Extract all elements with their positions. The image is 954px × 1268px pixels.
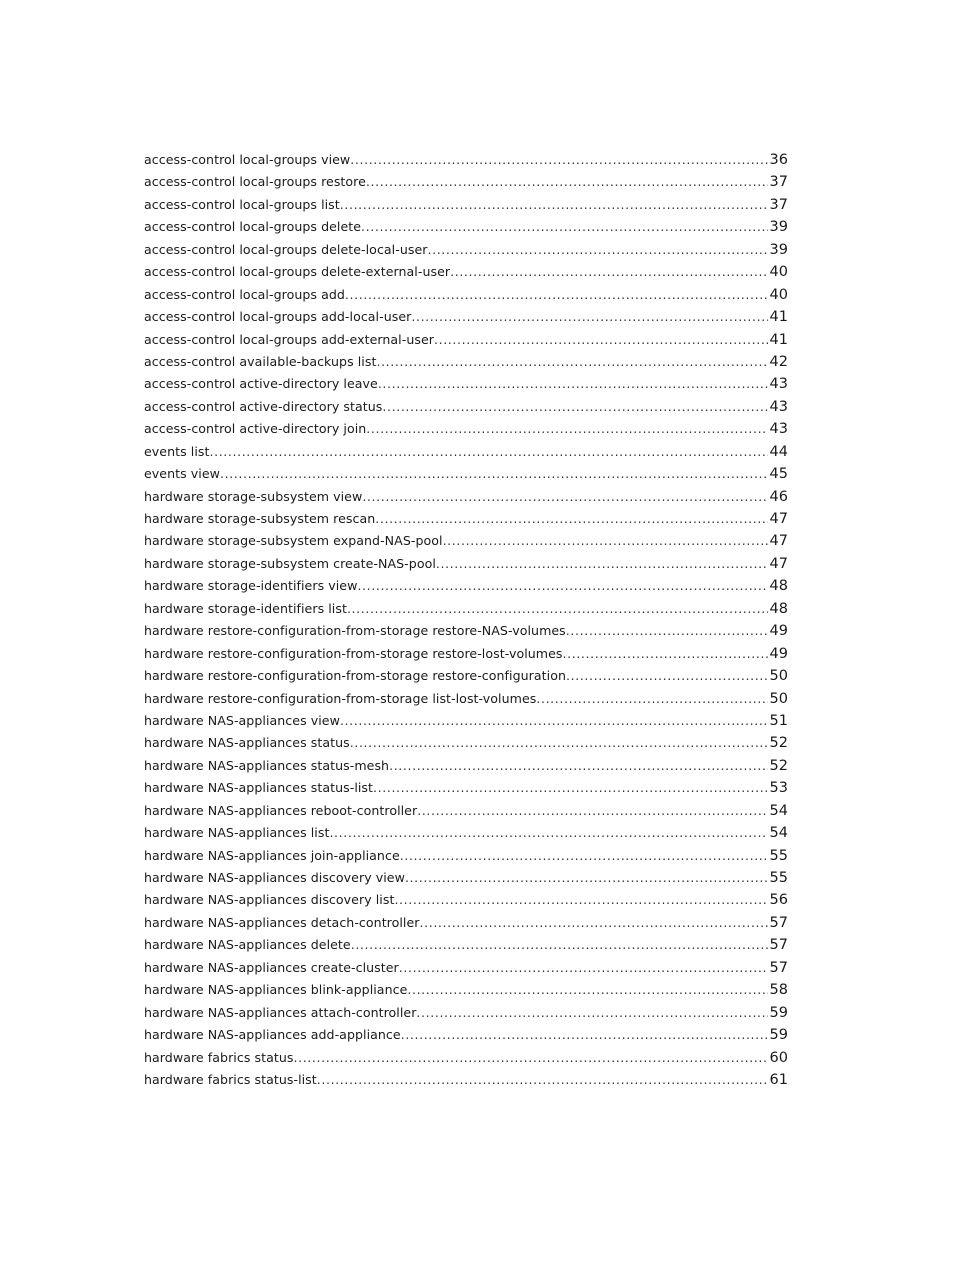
toc-entry[interactable]: [144, 800, 788, 822]
toc-entry[interactable]: [144, 979, 788, 1001]
dot-leader: [351, 934, 768, 956]
toc-entry-title[interactable]: events view: [144, 466, 220, 482]
dot-leader: [389, 755, 767, 777]
toc-entry-title[interactable]: hardware restore-configuration-from-storage list-lost-volumes: [144, 690, 537, 706]
toc-entry[interactable]: [144, 912, 788, 934]
toc-entry-title[interactable]: events list: [144, 443, 210, 459]
dot-leader: [345, 284, 768, 306]
dot-leader: [382, 396, 767, 418]
toc-entry[interactable]: [144, 957, 788, 979]
toc-entry-page-number[interactable]: 57: [769, 959, 788, 976]
toc-entry[interactable]: [144, 1047, 788, 1069]
toc-entry-title[interactable]: hardware NAS-appliances reboot-controller: [144, 802, 418, 818]
toc-entry[interactable]: [144, 306, 788, 328]
toc-entry-title[interactable]: hardware NAS-appliances discovery view: [144, 870, 405, 885]
dot-leader: [378, 373, 768, 395]
toc-entry-title[interactable]: access-control local-groups add-local-user: [144, 309, 412, 325]
toc-entry-page-number[interactable]: 44: [769, 443, 788, 460]
dot-leader: [420, 912, 768, 934]
toc-entry-page-number[interactable]: 47: [769, 511, 788, 527]
toc-entry[interactable]: [144, 777, 788, 799]
toc-entry-title[interactable]: hardware fabrics status: [144, 1049, 294, 1065]
toc-entry-title[interactable]: access-control local-groups view: [144, 152, 351, 167]
toc-entry-page-number[interactable]: 37: [769, 196, 788, 213]
toc-entry[interactable]: [144, 418, 788, 440]
toc-entry[interactable]: [144, 755, 788, 777]
dot-leader: [350, 149, 767, 171]
toc-entry-title[interactable]: hardware fabrics status-list: [144, 1071, 317, 1087]
toc-entry-title[interactable]: access-control local-groups add: [144, 286, 345, 302]
toc-entry-page-number[interactable]: 47: [769, 533, 788, 550]
toc-entry[interactable]: [144, 1002, 788, 1024]
toc-entry[interactable]: [144, 1024, 788, 1046]
toc-entry-title[interactable]: hardware storage-identifiers list: [144, 600, 347, 616]
toc-entry[interactable]: [144, 373, 788, 395]
toc-entry[interactable]: [144, 867, 788, 889]
toc-entry-page-number[interactable]: 52: [769, 735, 788, 752]
dot-leader: [450, 261, 767, 283]
toc-entry-title[interactable]: hardware NAS-appliances blink-appliance: [144, 982, 408, 998]
toc-entry[interactable]: [144, 845, 788, 867]
toc-entry-page-number[interactable]: 39: [769, 241, 788, 258]
toc-entry-page-number[interactable]: 61: [769, 1071, 788, 1088]
toc-entry[interactable]: [144, 1069, 788, 1091]
toc-entry-page-number[interactable]: 43: [769, 376, 788, 393]
toc-entry-title[interactable]: access-control active-directory status: [144, 398, 383, 414]
dot-leader: [416, 1002, 767, 1024]
toc-entry[interactable]: [144, 149, 788, 171]
toc-entry-page-number[interactable]: 50: [769, 690, 788, 707]
toc-entry[interactable]: [144, 284, 788, 306]
toc-entry-page-number[interactable]: 50: [769, 668, 788, 685]
toc-entry-title[interactable]: hardware storage-subsystem rescan: [144, 511, 376, 526]
toc-entry-title[interactable]: hardware restore-configuration-from-storage restore-configuration: [144, 668, 566, 684]
toc-entry[interactable]: [144, 710, 788, 732]
dot-leader: [434, 329, 768, 351]
dot-leader: [394, 889, 767, 911]
dot-leader: [428, 239, 768, 261]
dot-leader: [400, 845, 768, 867]
toc-entry[interactable]: [144, 261, 788, 283]
toc-entry[interactable]: [144, 889, 788, 911]
toc-entry-page-number[interactable]: 58: [769, 982, 788, 999]
toc-entry[interactable]: [144, 688, 788, 710]
toc-entry-page-number[interactable]: 59: [769, 1027, 788, 1044]
dot-leader: [317, 1069, 768, 1091]
toc-entry-page-number[interactable]: 59: [769, 1004, 788, 1021]
toc-entry[interactable]: [144, 620, 788, 642]
toc-entry-title[interactable]: access-control local-groups delete-external-user: [144, 264, 451, 280]
dot-leader: [293, 1047, 767, 1069]
toc-entry[interactable]: [144, 934, 788, 956]
toc-entry-title[interactable]: hardware NAS-appliances join-appliance: [144, 847, 400, 863]
toc-entry-page-number[interactable]: 55: [769, 847, 788, 864]
dot-leader: [329, 822, 767, 844]
toc-entry-page-number[interactable]: 43: [769, 421, 788, 438]
toc-entry-page-number[interactable]: 41: [769, 309, 788, 326]
toc-entry-title[interactable]: access-control available-backups list: [144, 353, 377, 369]
toc-entry-title[interactable]: hardware NAS-appliances detach-controller: [144, 914, 420, 930]
dot-leader: [366, 171, 768, 193]
toc-entry-title[interactable]: access-control local-groups delete-local-user: [144, 241, 428, 257]
dot-leader: [436, 553, 768, 575]
toc-entry-page-number[interactable]: 40: [769, 286, 788, 303]
dot-leader: [373, 777, 768, 799]
toc-entry-title[interactable]: hardware NAS-appliances status: [144, 735, 350, 751]
toc-entry-page-number[interactable]: 42: [769, 353, 788, 370]
toc-entry-page-number[interactable]: 54: [769, 802, 788, 819]
toc-entry-page-number[interactable]: 57: [769, 937, 788, 954]
toc-entry-title[interactable]: access-control local-groups delete: [144, 219, 362, 235]
dot-leader: [209, 441, 767, 463]
dot-leader: [399, 957, 768, 979]
toc-entry-title[interactable]: hardware NAS-appliances delete: [144, 937, 351, 953]
toc-entry-title[interactable]: access-control active-directory leave: [144, 376, 378, 392]
toc-entry-title[interactable]: hardware storage-identifiers view: [144, 578, 358, 594]
toc-entry-title[interactable]: hardware storage-subsystem expand-NAS-pool: [144, 533, 443, 549]
table-of-contents: [144, 149, 788, 1091]
dot-leader: [357, 575, 767, 597]
toc-entry-page-number[interactable]: 36: [769, 152, 788, 168]
toc-entry-page-number[interactable]: 49: [769, 645, 788, 662]
toc-entry-title[interactable]: hardware NAS-appliances attach-controller: [144, 1004, 417, 1020]
toc-entry-page-number[interactable]: 60: [769, 1049, 788, 1066]
toc-entry-page-number[interactable]: 40: [769, 264, 788, 281]
toc-entry-title[interactable]: hardware NAS-appliances status-mesh: [144, 757, 390, 773]
dot-leader: [376, 351, 767, 373]
dot-leader: [350, 732, 768, 754]
toc-entry-title[interactable]: hardware NAS-appliances create-cluster: [144, 959, 399, 975]
toc-entry-title[interactable]: hardware NAS-appliances add-appliance: [144, 1027, 401, 1043]
dot-leader: [362, 486, 767, 508]
toc-entry-page-number[interactable]: 46: [769, 488, 788, 505]
toc-entry[interactable]: [144, 822, 788, 844]
toc-entry-title[interactable]: hardware NAS-appliances view: [144, 712, 340, 728]
dot-leader: [411, 306, 767, 328]
toc-entry[interactable]: [144, 329, 788, 351]
toc-entry[interactable]: [144, 463, 788, 485]
toc-entry-page-number[interactable]: 57: [769, 914, 788, 931]
dot-leader: [417, 800, 767, 822]
dot-leader: [407, 979, 767, 1001]
toc-entry-title[interactable]: hardware NAS-appliances list: [144, 825, 330, 841]
dot-leader: [340, 194, 768, 216]
toc-entry-page-number[interactable]: 49: [769, 623, 788, 640]
toc-entry[interactable]: [144, 239, 788, 261]
toc-entry-page-number[interactable]: 37: [769, 174, 788, 191]
toc-entry-page-number[interactable]: 39: [769, 219, 788, 236]
toc-entry-title[interactable]: access-control local-groups restore: [144, 174, 366, 190]
dot-leader: [563, 643, 768, 665]
toc-entry-page-number[interactable]: 47: [769, 555, 788, 572]
toc-entry[interactable]: [144, 643, 788, 665]
dot-leader: [340, 710, 768, 732]
toc-entry-title[interactable]: hardware NAS-appliances discovery list: [144, 892, 395, 908]
dot-leader: [366, 418, 767, 440]
toc-entry-title[interactable]: access-control local-groups list: [144, 196, 340, 212]
toc-entry[interactable]: [144, 441, 788, 463]
dot-leader: [375, 508, 767, 530]
dot-leader: [443, 530, 768, 552]
toc-entry-title[interactable]: access-control local-groups add-external-user: [144, 331, 434, 347]
dot-leader: [401, 1024, 768, 1046]
toc-entry[interactable]: [144, 575, 788, 597]
toc-entry[interactable]: [144, 351, 788, 373]
toc-entry-title[interactable]: hardware storage-subsystem create-NAS-pool: [144, 555, 436, 571]
toc-entry-page-number[interactable]: 48: [769, 578, 788, 595]
toc-entry-title[interactable]: access-control active-directory join: [144, 421, 367, 437]
toc-entry[interactable]: [144, 553, 788, 575]
toc-entry[interactable]: [144, 508, 788, 530]
dot-leader: [220, 463, 768, 485]
dot-leader: [361, 216, 768, 238]
toc-entry-page-number[interactable]: 54: [769, 825, 788, 842]
toc-entry[interactable]: [144, 171, 788, 193]
toc-entry-page-number[interactable]: 52: [769, 757, 788, 774]
toc-entry[interactable]: [144, 216, 788, 238]
toc-entry[interactable]: [144, 732, 788, 754]
toc-entry[interactable]: [144, 665, 788, 687]
toc-entry-title[interactable]: hardware NAS-appliances status-list: [144, 780, 374, 796]
toc-entry-page-number[interactable]: 55: [769, 870, 788, 886]
toc-entry[interactable]: [144, 486, 788, 508]
toc-entry-title[interactable]: hardware restore-configuration-from-storage restore-NAS-volumes: [144, 623, 566, 639]
toc-entry-title[interactable]: hardware storage-subsystem view: [144, 488, 363, 504]
dot-leader: [566, 620, 768, 642]
dot-leader: [347, 598, 768, 620]
toc-entry-page-number[interactable]: 43: [769, 398, 788, 415]
dot-leader: [566, 665, 768, 687]
toc-entry[interactable]: [144, 396, 788, 418]
toc-entry-page-number[interactable]: 41: [769, 331, 788, 348]
toc-entry-page-number[interactable]: 48: [769, 600, 788, 617]
toc-entry[interactable]: [144, 598, 788, 620]
toc-entry-page-number[interactable]: 56: [769, 892, 788, 909]
toc-entry-page-number[interactable]: 53: [769, 780, 788, 797]
dot-leader: [536, 688, 767, 710]
toc-entry-title[interactable]: hardware restore-configuration-from-storage restore-lost-volumes: [144, 645, 563, 661]
toc-entry[interactable]: [144, 194, 788, 216]
toc-entry-page-number[interactable]: 45: [769, 466, 788, 483]
toc-entry[interactable]: [144, 530, 788, 552]
dot-leader: [405, 867, 768, 889]
toc-entry-page-number[interactable]: 51: [769, 712, 788, 729]
